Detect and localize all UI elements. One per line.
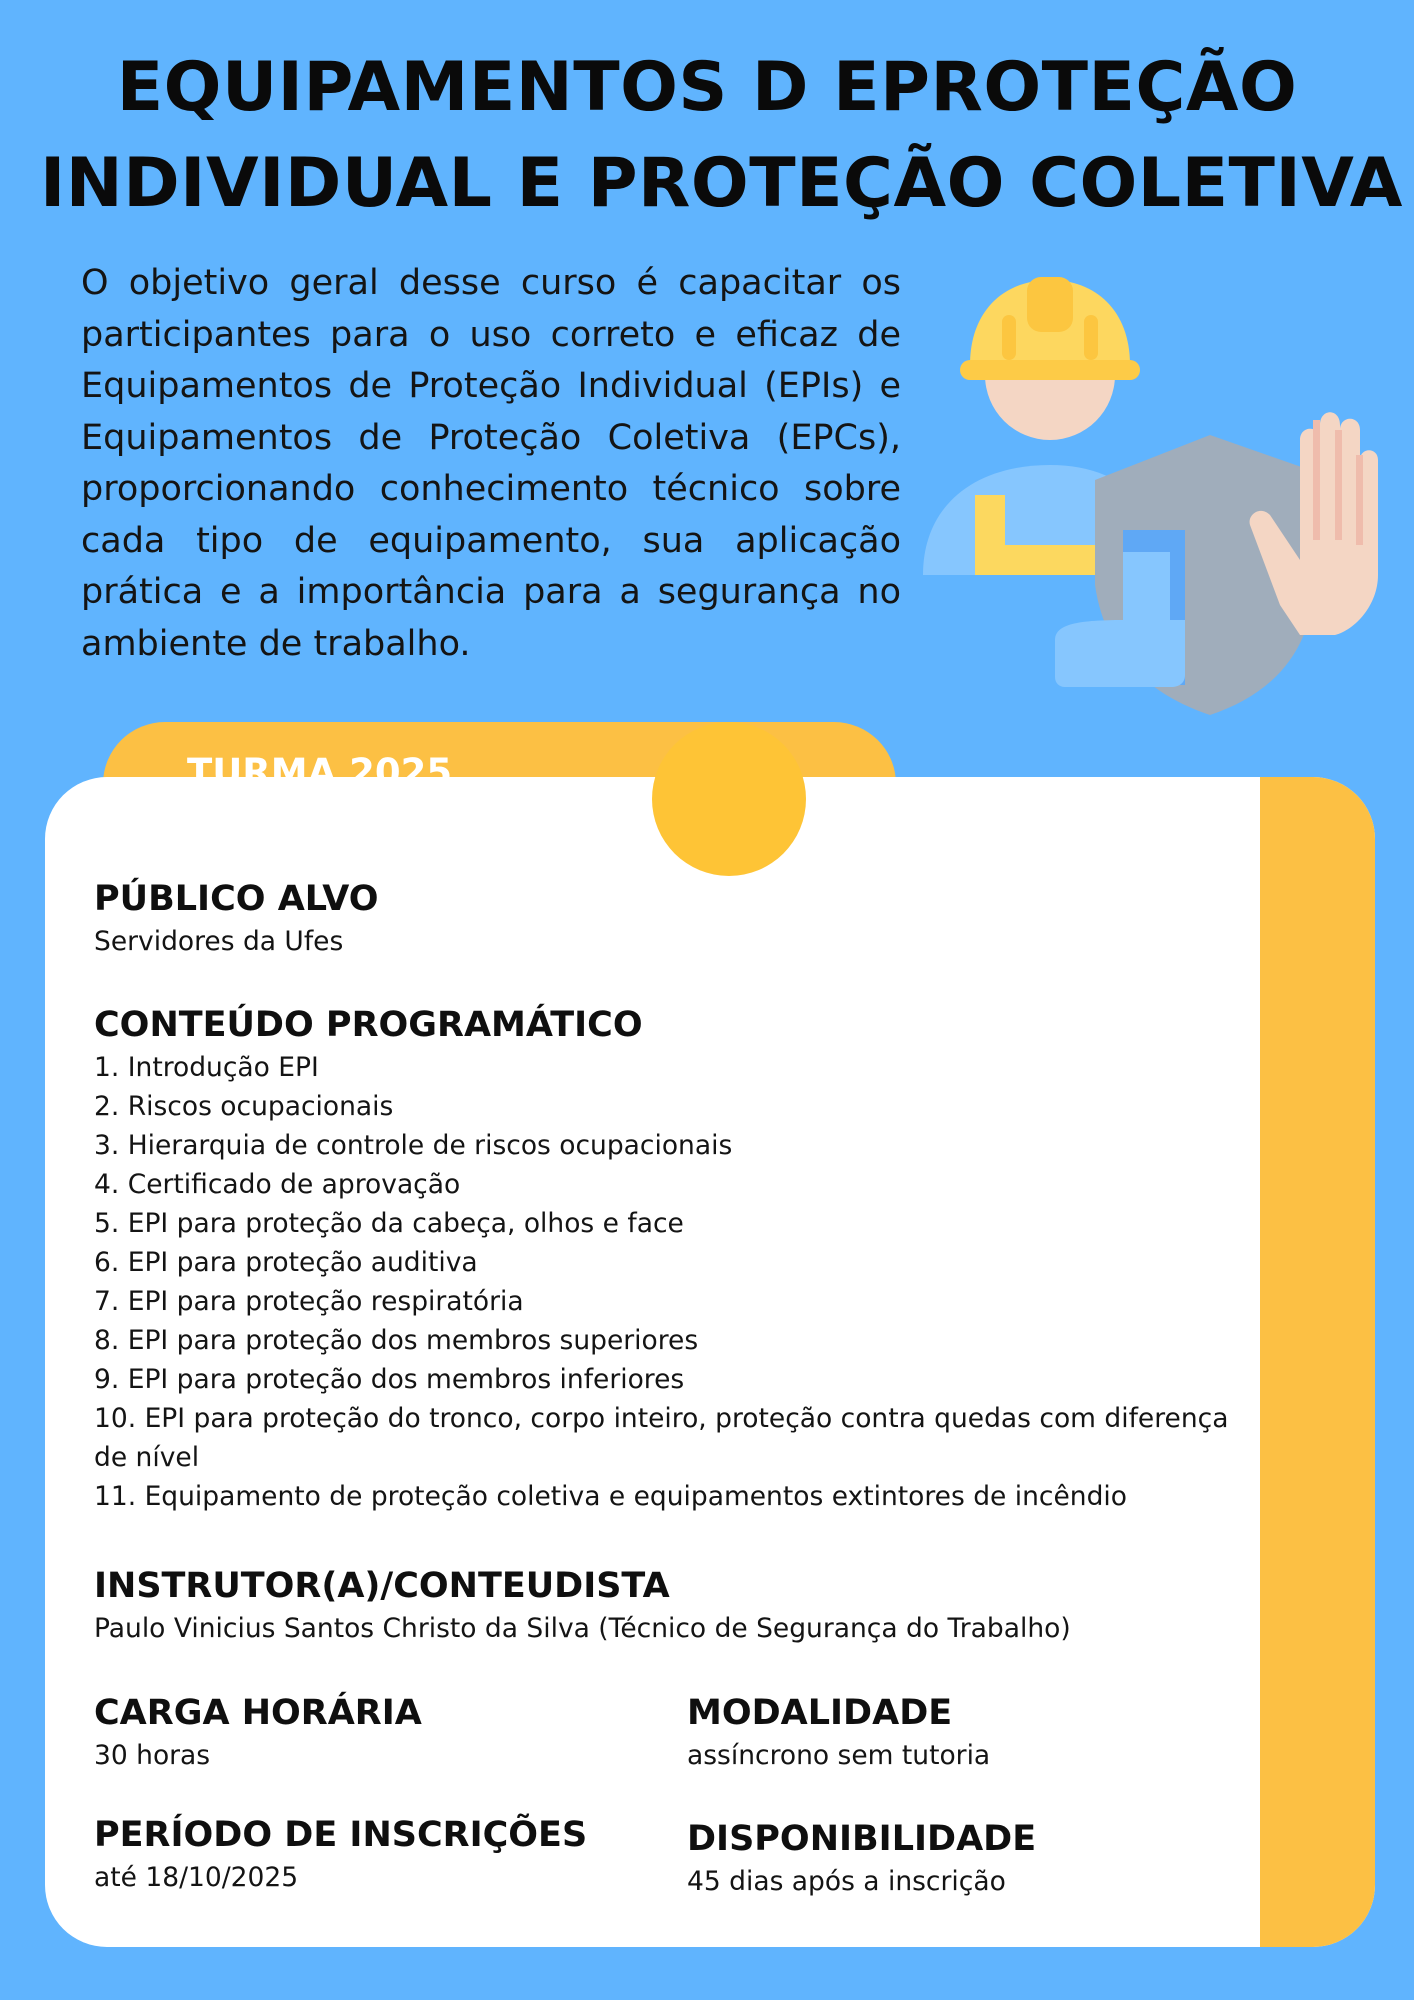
list-item: 8. EPI para proteção dos membros superiores [94,1325,699,1356]
availability-heading: DISPONIBILIDADE [687,1819,1037,1859]
title-line-1: EQUIPAMENTOS D EPROTEÇÃO [116,48,1298,127]
workload-heading: CARGA HORÁRIA [94,1693,422,1733]
workload-section [94,1690,422,1775]
enrollment-section [94,1812,587,1897]
enrollment-heading: PERÍODO DE INSCRIÇÕES [94,1815,588,1855]
page-title [40,40,1403,232]
modality-heading: MODALIDADE [687,1693,953,1733]
list-item: 5. EPI para proteção da cabeça, olhos e face [94,1208,684,1239]
instructor-text: Paulo Vinicius Santos Christo da Silva (Técnico de Segurança do Trabalho) [94,1613,1071,1644]
enrollment-text: até 18/10/2025 [94,1862,299,1893]
target-audience-section [94,876,379,961]
modality-section [687,1690,990,1775]
course-objective-text: O objetivo geral desse curso é capacitar os participantes para o uso correto e eficaz de Equipamentos de Proteção Individual (EPIs) e Equipamentos de Proteção Coletiva (EPCs), proporcionando conhecimento técnico sobre cada tipo de equipamento, sua aplicação prática e a importância para a segurança no ambiente de trabalho. [81,263,901,664]
availability-section [687,1816,1036,1901]
availability-text: 45 dias após a inscrição [687,1866,1006,1897]
syllabus-section [94,1002,1244,1516]
list-item: 10. EPI para proteção do tronco, corpo inteiro, proteção contra quedas com diferença de nível [94,1403,1229,1473]
list-item: 4. Certificado de aprovação [94,1169,461,1200]
list-item: 7. EPI para proteção respiratória [94,1286,524,1317]
list-item: 2. Riscos ocupacionais [94,1091,394,1122]
list-item: 6. EPI para proteção auditiva [94,1247,478,1278]
instructor-heading: INSTRUTOR(A)/CONTEUDISTA [94,1566,670,1606]
workload-text: 30 horas [94,1740,211,1771]
modality-text: assíncrono sem tutoria [687,1740,991,1771]
target-audience-heading: PÚBLICO ALVO [94,879,379,919]
list-item: 11. Equipamento de proteção coletiva e equipamentos extintores de incêndio [94,1481,1127,1512]
list-item: 1. Introdução EPI [94,1052,319,1083]
decorative-circle [652,722,806,876]
title-line-2: INDIVIDUAL E PROTEÇÃO COLETIVA [40,144,1403,223]
syllabus-list [94,1048,1244,1516]
syllabus-heading: CONTEÚDO PROGRAMÁTICO [94,1005,643,1045]
safety-equipment-illustration [915,265,1385,725]
list-item: 3. Hierarquia de controle de riscos ocupacionais [94,1130,733,1161]
class-tab-label: TURMA 2025 [187,751,453,794]
card-accent-stripe [1260,777,1375,1947]
target-audience-text: Servidores da Ufes [94,926,344,957]
instructor-section [94,1563,1071,1648]
list-item: 9. EPI para proteção dos membros inferiores [94,1364,685,1395]
